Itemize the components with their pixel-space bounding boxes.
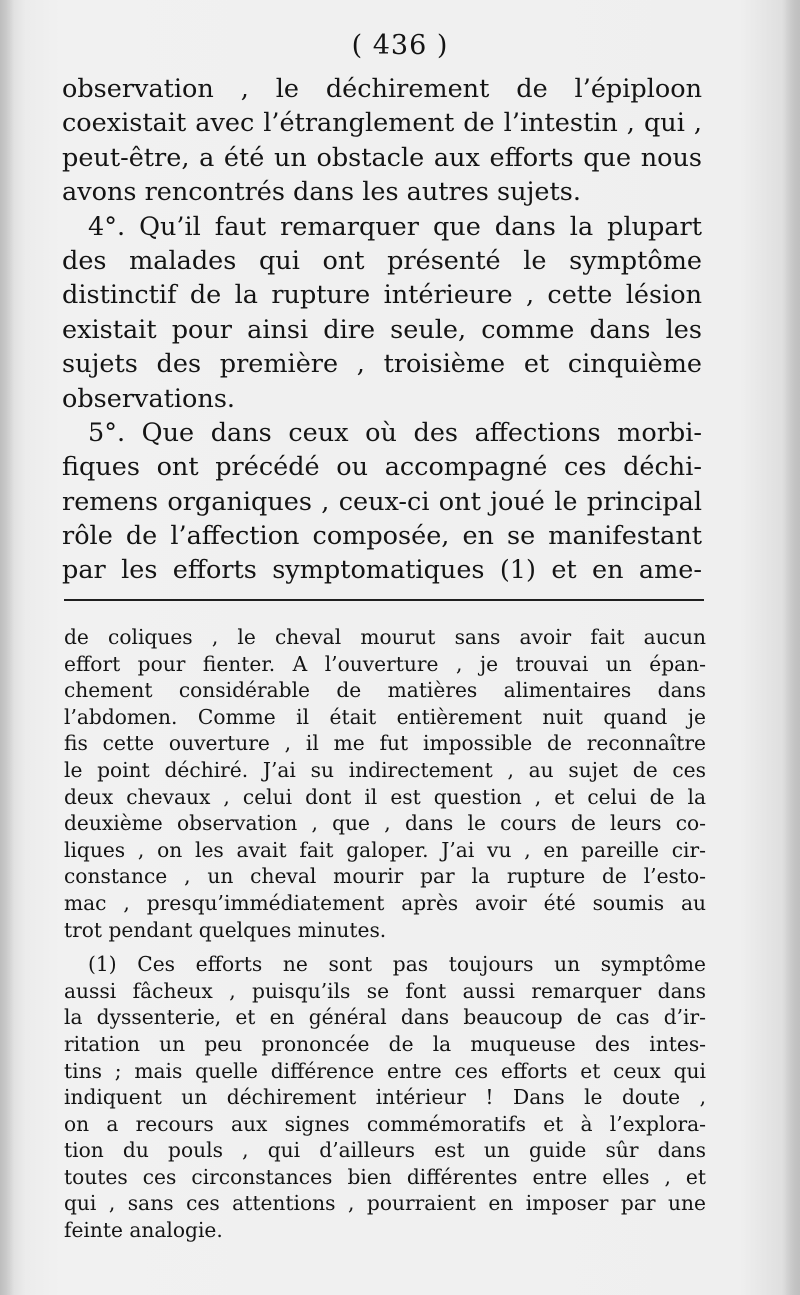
- footnote-line: feinte analogie.: [64, 1218, 223, 1243]
- footnote-line: effort pour fienter. A l’ouverture , je trouvai un épan-: [64, 651, 706, 676]
- main-text-line: existait pour ainsi dire seule, comme dans les: [62, 314, 702, 345]
- main-text-block: [62, 72, 702, 588]
- footnote-line: aussi fâcheux , puisqu’ils se font aussi remarquer dans: [64, 978, 706, 1003]
- footnote-line: deux chevaux , celui dont il est question , et celui de la: [64, 784, 706, 809]
- footnote-line: deuxième observation , que , dans le cours de leurs co-: [64, 811, 706, 836]
- footnote-line: indiquent un déchirement intérieur ! Dans le doute ,: [64, 1085, 706, 1110]
- footnote-line: trot pendant quelques minutes.: [64, 917, 387, 942]
- main-text-line: coexistait avec l’étranglement de l’intestin , qui ,: [62, 108, 702, 139]
- main-text-line: des malades qui ont présenté le symptôme: [62, 245, 702, 276]
- main-text-line: distinctif de la rupture intérieure , cette lésion: [62, 280, 702, 311]
- footnotes-block: [64, 624, 706, 1244]
- main-text-line: 5°. Que dans ceux où des affections morbi-: [88, 417, 702, 448]
- footnote-line: de coliques , le cheval mourut sans avoir fait aucun: [64, 625, 706, 649]
- main-text-line: 4°. Qu’il faut remarquer que dans la plupart: [88, 211, 702, 242]
- footnote-line: mac , presqu’immédiatement après avoir été soumis au: [64, 890, 706, 915]
- footnote-line: toutes ces circonstances bien différentes entre elles , et: [64, 1164, 706, 1189]
- page-fold-shadow: [0, 0, 14, 1295]
- main-text-line: avons rencontrés dans les autres sujets.: [62, 177, 581, 208]
- page-number: ( 436 ): [351, 30, 449, 61]
- main-text-line: peut-être, a été un obstacle aux efforts que nous: [62, 142, 702, 173]
- footnote-line: chement considérable de matières alimentaires dans: [64, 678, 706, 703]
- footnote-line: tins ; mais quelle différence entre ces efforts et ceux qui: [64, 1058, 706, 1083]
- footnote-line: le point déchiré. J’ai su indirectement , au sujet de ces: [64, 757, 706, 782]
- footnote-line: constance , un cheval mourir par la rupture de l’esto-: [64, 864, 706, 889]
- main-text-line: remens organiques , ceux-ci ont joué le principal: [62, 486, 702, 517]
- footnote-line: (1) Ces efforts ne sont pas toujours un symptôme: [88, 952, 706, 977]
- footnote-line: qui , sans ces attentions , pourraient en imposer par une: [64, 1191, 706, 1216]
- footnote-line: tion du pouls , qui d’ailleurs est un guide sûr dans: [64, 1138, 706, 1163]
- main-text-line: fiques ont précédé ou accompagné ces déchi-: [62, 452, 702, 483]
- footnote-line: la dyssenterie, et en général dans beaucoup de cas d’ir-: [64, 1005, 706, 1030]
- footnote-gap: [64, 943, 706, 951]
- main-text-line: sujets des première , troisième et cinquième: [62, 349, 702, 380]
- page-edge-shadow: [782, 0, 800, 1295]
- footnote-line: on a recours aux signes commémoratifs et à l’explora-: [64, 1111, 706, 1136]
- main-text-line: rôle de l’affection composée, en se manifestant: [62, 521, 702, 552]
- footnote-line: ritation un peu prononcée de la muqueuse des intes-: [64, 1031, 706, 1056]
- footnote-line: fis cette ouverture , il me fut impossible de reconnaître: [64, 731, 706, 756]
- footnote-line: liques , on les avait fait galoper. J’ai vu , en pareille cir-: [64, 837, 706, 862]
- main-text-line: par les efforts symptomatiques (1) et en ame-: [62, 555, 702, 586]
- footnote-line: l’abdomen. Comme il était entièrement nuit quand je: [64, 704, 706, 729]
- main-text-line: observations.: [62, 383, 236, 414]
- main-text-line: observation , le déchirement de l’épiploon: [62, 74, 702, 104]
- footnote-separator: [64, 599, 704, 601]
